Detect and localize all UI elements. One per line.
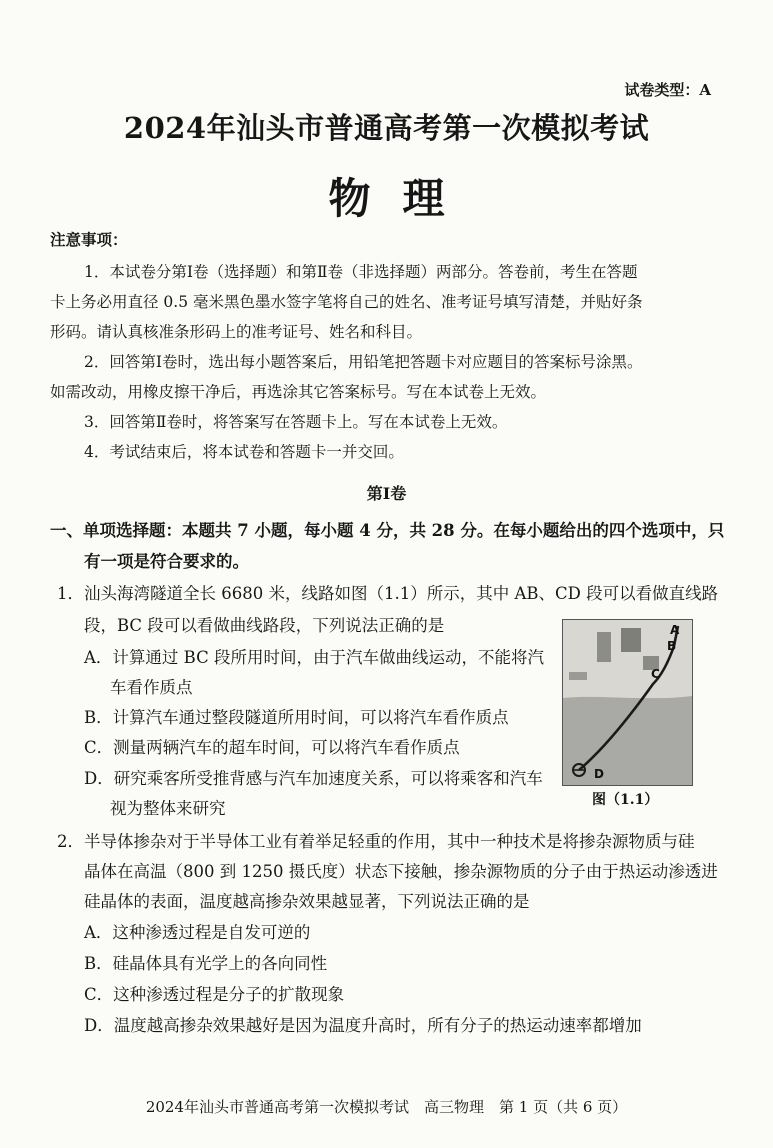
q1-option-a-cont: 车看作质点 bbox=[110, 678, 193, 697]
tunnel-route-figure bbox=[562, 619, 693, 786]
q2-option-a: A．这种渗透过程是自发可逆的 bbox=[84, 923, 311, 942]
q2-stem-cont: 晶体在高温（800 到 1250 摄氏度）状态下接触，掺杂源物质的分子由于热运动渗透进 bbox=[84, 862, 718, 881]
q2-stem-cont: 硅晶体的表面，温度越高掺杂效果越显著，下列说法正确的是 bbox=[84, 892, 530, 911]
q1-option-a: A．计算通过 BC 段所用时间，由于汽车做曲线运动，不能将汽 bbox=[84, 648, 544, 667]
point-label-b: B bbox=[667, 639, 677, 653]
page-footer: 2024年汕头市普通高考第一次模拟考试 高三物理 第 1 页（共 6 页） bbox=[145, 1098, 628, 1116]
q1-stem-cont: 段，BC 段可以看做曲线路段，下列说法正确的是 bbox=[84, 616, 445, 635]
map-water-area bbox=[563, 696, 692, 785]
q2-stem: 2．半导体掺杂对于半导体工业有着举足轻重的作用，其中一种技术是将掺杂源物质与硅 bbox=[57, 832, 695, 851]
map-building bbox=[621, 628, 641, 652]
notice-line: 如需改动，用橡皮擦干净后，再选涂其它答案标号。写在本试卷上无效。 bbox=[50, 383, 547, 401]
q1-option-c: C．测量两辆汽车的超车时间，可以将汽车看作质点 bbox=[84, 738, 460, 757]
part-heading: 一、单项选择题：本题共 7 小题，每小题 4 分，共 28 分。在每小题给出的四个选项中，只 bbox=[50, 521, 725, 540]
tunnel-route-map bbox=[563, 620, 692, 785]
notice-line: 形码。请认真核准条形码上的准考证号、姓名和科目。 bbox=[50, 323, 423, 341]
section-title: 第Ⅰ卷 bbox=[366, 484, 407, 503]
subject-title: 物理 bbox=[328, 174, 477, 223]
q2-option-c: C．这种渗透过程是分子的扩散现象 bbox=[84, 985, 345, 1004]
map-building bbox=[569, 672, 587, 680]
notice-line: 1．本试卷分第Ⅰ卷（选择题）和第Ⅱ卷（非选择题）两部分。答卷前，考生在答题 bbox=[84, 263, 638, 281]
point-label-d: D bbox=[594, 767, 604, 781]
q2-option-d: D．温度越高掺杂效果越好是因为温度升高时，所有分子的热运动速率都增加 bbox=[84, 1016, 642, 1035]
q2-option-b: B．硅晶体具有光学上的各向同性 bbox=[84, 954, 328, 973]
q1-stem: 1．汕头海湾隧道全长 6680 米，线路如图（1.1）所示，其中 AB、CD 段可以看做直线路 bbox=[57, 584, 719, 603]
exam-title: 2024年汕头市普通高考第一次模拟考试 bbox=[123, 111, 650, 145]
notice-heading: 注意事项： bbox=[50, 230, 128, 249]
q1-option-b: B．计算汽车通过整段隧道所用时间，可以将汽车看作质点 bbox=[84, 708, 509, 727]
point-label-c: C bbox=[651, 667, 660, 681]
paper-type: 试卷类型：A bbox=[624, 81, 711, 99]
q1-option-d-cont: 视为整体来研究 bbox=[110, 799, 226, 818]
figure-caption: 图（1.1） bbox=[592, 792, 659, 808]
part-heading-cont: 有一项是符合要求的。 bbox=[84, 552, 249, 571]
notice-line: 3．回答第Ⅱ卷时，将答案写在答题卡上。写在本试卷上无效。 bbox=[84, 413, 508, 431]
map-building bbox=[597, 632, 611, 662]
q1-option-d: D．研究乘客所受推背感与汽车加速度关系，可以将乘客和汽车 bbox=[84, 769, 543, 788]
notice-line: 卡上务必用直径 0.5 毫米黑色墨水签字笔将自己的姓名、准考证号填写清楚，并贴好条 bbox=[50, 293, 643, 311]
notice-line: 2．回答第Ⅰ卷时，选出每小题答案后，用铅笔把答题卡对应题目的答案标号涂黑。 bbox=[84, 353, 643, 371]
point-label-a: A bbox=[670, 623, 680, 637]
notice-line: 4．考试结束后，将本试卷和答题卡一并交回。 bbox=[84, 443, 404, 461]
